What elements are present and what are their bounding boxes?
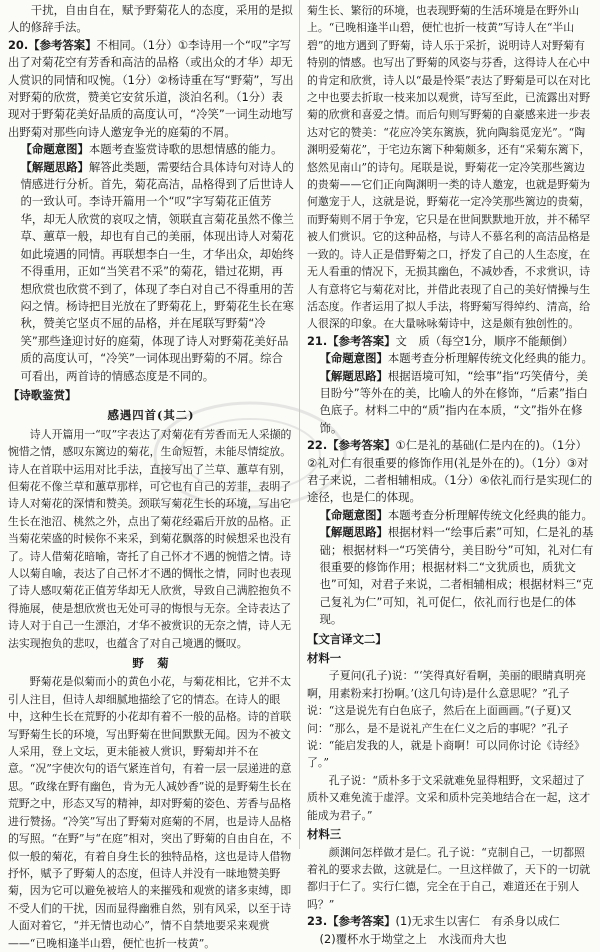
answer-tag: 【参考答案】 bbox=[327, 438, 396, 453]
material-3-title: 材料三 bbox=[307, 827, 342, 842]
intent-text: 本题考查分析理解传统文化经典的能力。 bbox=[387, 507, 593, 522]
right-column bbox=[307, 2, 595, 948]
answer-text: 不相同。（1分）①李诗用一个“叹”字写出了对菊花空有芳香和高洁的品格（或出众的才华）却无人赏识的同情和叹惋。（1分）②杨诗重在写“野菊”，写出对野菊的欣赏，赞美它安贫乐道，淡泊名利。（1分）表现对于野菊花美好品质的高度认可，“冷笑”一词生动地写出野菊对那些向诗人邀宠争光的庭菊的不屑。 bbox=[8, 37, 294, 139]
material-1-text: 子夏问(孔子)说：“‘笑得真好看啊，美丽的眼睛真明亮啊，用素粉来打扮啊。’(这几句诗)是什么意思呢？”孔子说：“这是说先有白色底子，然后在上面画画。”(子夏)又问：“那么，是不是说礼产生在仁义之后的事呢？”孔子说：“能启发我的人，就是卜商啊！可以同你讨论《诗经》了。” bbox=[307, 669, 586, 770]
question-number: 20. bbox=[8, 37, 29, 52]
left-column bbox=[8, 2, 294, 952]
poem-2-continued: 菊生长、繁衍的环境，也表现野菊的生活环境是在野外山上。“已晚相逢半山碧，便忙也折一枝黄”写诗人在“半山碧”的地方遇到了野菊，诗人乐于采折，说明诗人对野菊有特别的情感。也写出了野菊的风姿与芬香，这得诗人在心中的肯定和欣赏，诗人以“最是怜渠”表达了野菊是可以在对比之中也要去折取一枝来加以观赏，诗写至此，已流露出对野菊的欣赏和喜爱之情。而后句则写野菊的自豪感来进一步表达对它的赞美：“花应冷笑东篱族，犹向陶翁觅宠光”。“陶渊明爱菊花”，于宅边东篱下种菊颇多，还有“采菊东篱下，悠然见南山”的诗句。尾联是说，野菊花一定冷笑那些篱边的贵菊——它们正向陶渊明一类的诗人邀宠，也就是野菊为何邀宠于人，这就是说，野菊花一定冷笑那些篱边的贵菊，而野菊则不屑于争宠，它只是在世间默默地开放，并不稀罕被人们赏识。它的这种品格，与诗人不慕名利的高洁品格是一致的。诗人正是借野菊之口，抒发了自己的人生态度，在无人看重的情况下，无损其幽色，不减妙香，不求赏识，诗人有意将它与菊花对比，并借此表现了自己的美好情操与生活态度。作者运用了拟人手法，将野菊写得绰约、清高，给人很深的印象。在大量咏咏菊诗中，这是颇有独创性的。 bbox=[307, 4, 591, 331]
idea-text: 解答此类题，需要结合具体诗句对诗人的情感进行分析。首先，菊花高洁，品格得到了后世诗人的一致认可。李诗开篇用一个“叹”字写菊花正值芳华，却无人欣赏的哀叹之情，领联直言菊花虽然不像兰草、蕙草一般，却也有自己的美丽，体现出诗人对菊花如此境遇的同情。再联想李白一生，才华出众，却始终不得重用，正如“当笑君不采”的菊花，错过花期，再想欣赏也欣赏不到了，体现了李白对自己不得重用的苦闷之情。杨诗把目光放在了野菊花上，野菊花生长在寒秋，赞美它坚贞不屈的品格，并在尾联写野菊“冷笑”那些逢迎讨好的庭菊，体现了诗人对野菊花美好品质的高度认可，“冷笑”一词体现出野菊的不屑。综合可看出，两首诗的情感态度是不同的。 bbox=[20, 159, 294, 383]
answer-tag: 【参考答案】 bbox=[327, 333, 396, 348]
poem-1-text: 诗人开篇用一“叹”字表达了对菊花有芳香而无人采撷的惋惜之情，感叹东篱边的菊花，生命短暂，未能尽情绽放。诗人在首联中运用对比手法，直接写出了兰草、蕙草有别，但菊花不像兰草和蕙草那样，可它也有自己的芳菲，表明了诗人对菊花的深情和赞美。颈联写菊花生长的环境，写出它生长在池沼、桃然之外，点出了菊花经霜后开放的品格。正当菊花荣盛的时候你不来采，到菊花飘落的时候想采也没有了。诗人借菊花暗喻，寄托了自己怀才不遇的惋惜之情。诗人以菊自喻，表达了自己怀才不遇的惆怅之情，同时也表现了诗人感叹菊花正值芳华却无人欣赏，导致自己满腔抱负不得施展，使是想欣赏也无处可寻的悔恨与无奈。全诗表达了诗人对于自己一生漂泊，才华不被赏识的无奈之情，诗人无法实现抱负的悲叹，也蕴含了对自己境遇的慨叹。 bbox=[8, 427, 292, 650]
intent-tag: 【命题意图】 bbox=[20, 142, 89, 157]
section-translation-heading: 【文言译文二】 bbox=[307, 631, 387, 646]
idea-tag: 【解题思路】 bbox=[319, 525, 388, 540]
question-20-idea bbox=[8, 159, 294, 385]
material-2-text: 孔子说：“质朴多于文采就难免显得粗野，文采超过了质朴又难免流于虚浮。文采和质朴完美地结合在一起，这才能成为君子。” bbox=[307, 773, 591, 822]
column-divider bbox=[299, 0, 300, 849]
answer-line-2: (2)覆杯水于坳堂之上 水浅而舟大也 bbox=[319, 931, 507, 946]
idea-tag: 【解题思路】 bbox=[20, 159, 89, 174]
intent-text: 本题考查分析理解传统文化经典的能力。 bbox=[387, 351, 593, 366]
question-number: 21. bbox=[307, 333, 328, 348]
poem-2-title: 野 菊 bbox=[132, 656, 170, 671]
intent-text: 本题考查鉴赏诗歌的思想情感的能力。 bbox=[88, 142, 283, 157]
question-22-idea bbox=[307, 524, 595, 628]
intro-line: 干扰，自由自在，赋予野菊花人的态度，采用的是拟人的修辞手法。 bbox=[8, 3, 293, 35]
answer-line-1: (1)无求生以害仁 有杀身以成仁 bbox=[395, 914, 560, 929]
question-21-intent bbox=[307, 350, 595, 367]
answer-text: ①仁是礼的基础(仁是内在的)。（1分）②礼对仁有很重要的修饰作用(礼是外在的)。（1分）③对君子来说，二者相辅相成。（1分）④依礼而行是实现仁的途径，也是仁的体现。 bbox=[307, 438, 593, 505]
material-1-title: 材料一 bbox=[307, 651, 342, 666]
intent-tag: 【命题意图】 bbox=[319, 507, 388, 522]
question-number: 22. bbox=[307, 438, 328, 453]
poem-1-title: 感遇四首(其二) bbox=[107, 408, 195, 423]
material-3-text: 颜渊问怎样做才是仁。孔子说：“克制自己，一切都照着礼的要求去做，这就是仁。一旦这样做了，天下的一切就都归于仁了。实行仁德，完全在于自己，难道还在于别人吗？” bbox=[307, 845, 591, 911]
idea-tag: 【解题思路】 bbox=[319, 368, 388, 383]
poem-2-text: 野菊花是似菊而小的黄色小花，与菊花相比，它并不太引人注目，但诗人却细腻地描绘了它的情态。在诗人的眼中，这种生长在荒野的小花却有着不一般的品格。诗的首联写野菊生长的环境，写出野菊在世间默默无闻。因为不被文人采用，登上文坛，更未能被人赏识，野菊却并不在意。“况”字使次句的语气紧连首句，有着一层一层递进的意思。“政缘在野有幽色，肯为无人减妙香”说的是野菊生长在荒野之中，形态又写的精神，却对野菊的姿色、芳香与品格进行赞扬。“冷笑”写出了野菊对庭菊的不屑，也是诗人品格的写照。“在野”与“在庭”相对，突出了野菊的自由自在，不似一般的菊花，有着自身生长的独特品格，这也是诗人借物抒怀，赋予了野菊人的态度，但诗人并没有一昧地赞美野菊，因为它可以避免被培人的来摧残和观赏的诸多束缚，即不受人们的干扰，因而显得幽雅自然，别有风采，以至于诗人面对着它，“并无情也动心”，情不自禁地要采来观赏——“已晚相逢半山碧，便忙也折一枝黄”。 bbox=[8, 675, 292, 950]
question-20-intent bbox=[8, 141, 294, 158]
question-22-intent bbox=[307, 507, 595, 524]
question-21-answer bbox=[307, 333, 595, 350]
question-22-answer bbox=[307, 437, 595, 507]
answer-tag: 【参考答案】 bbox=[28, 37, 97, 52]
section-poetry-heading: 【诗歌鉴赏】 bbox=[8, 387, 77, 402]
intent-tag: 【命题意图】 bbox=[319, 351, 388, 366]
idea-text: 根据语境可知，“绘事”指“巧笑倩兮，美目盼兮”等外在的美，比喻人的外在修饰，“后素”指白色底子。材料二中的“质”指内在本质，“文”指外在修饰。 bbox=[319, 368, 588, 435]
idea-text: 根据材料一“绘事后素”可知，仁是礼的基础；根据材料一“巧笑倩兮，美目盼兮”可知，礼对仁有很重要的修饰作用；根据材料二“文犹质也，质犹文也”可知，对君子来说，二者相辅相成；根据材料三“克己复礼为仁”可知，礼可促仁，依礼而行也是仁的体现。 bbox=[319, 525, 594, 627]
answer-text: 文 质（每空1分，顺序不能颠倒） bbox=[395, 333, 574, 348]
question-number: 23. bbox=[307, 914, 328, 929]
question-20-answer bbox=[8, 37, 294, 141]
question-23-answer bbox=[307, 913, 595, 930]
question-21-idea bbox=[307, 368, 595, 438]
answer-tag: 【参考答案】 bbox=[327, 914, 396, 929]
